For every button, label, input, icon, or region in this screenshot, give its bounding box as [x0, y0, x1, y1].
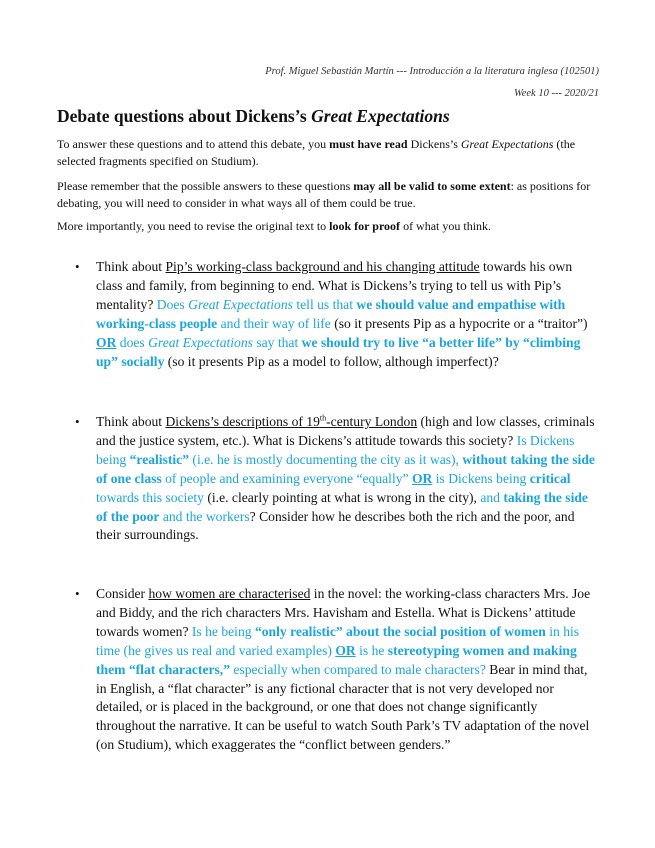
text-highlight-italic: Great Expectations	[148, 334, 253, 350]
text-highlight: in his time (he gives us real and varied examples)	[96, 623, 580, 658]
text-underlined: how women are characterised	[148, 586, 311, 601]
text-highlight: is Dickens being	[432, 470, 530, 486]
text-bold: look for proof	[329, 219, 401, 233]
or-marker: OR	[96, 334, 117, 350]
text-highlight: and their way of life	[217, 315, 331, 331]
text-bold: must have read	[329, 137, 408, 151]
text-highlight: is he	[355, 642, 388, 658]
text: More importantly, you need to revise the original text to	[57, 219, 330, 233]
bullet-icon: •	[75, 414, 80, 429]
text-highlight: and the workers	[159, 508, 250, 524]
question-list-2	[75, 413, 600, 545]
text-highlight: and	[480, 489, 504, 505]
bullet-icon: •	[75, 586, 80, 601]
text: (so it presents Pip as a hypocrite or a “traitor”)	[330, 315, 588, 331]
text-highlight: tell us that	[292, 296, 357, 312]
text: Bear in mind that, in English, a “flat character” is any fictional character that is not very developed nor detailed, or is placed in the background, or one that does not change significantly throughout the narrative. It can be useful to watch South Park’s TV adaptation of the novel (on Studium), which exaggerates the “conflict between genders.”	[96, 661, 590, 753]
text-highlight: (i.e. he is mostly documenting the city as it was),	[189, 451, 463, 467]
text: Dickens’s	[407, 137, 461, 151]
text-highlight-italic: Great Expectations	[188, 296, 293, 312]
text-underlined	[165, 414, 417, 429]
text: -century London	[326, 414, 418, 429]
text-italic: Great Expectations	[460, 137, 554, 151]
text-highlight-bold: taking the side of the poor	[96, 489, 588, 524]
text: ? Consider how he describes both the rich and the poor, and their surroundings.	[96, 508, 575, 543]
intro-paragraph-2	[57, 178, 602, 212]
text: (so it presents Pip as a model to follow, although imperfect)?	[164, 353, 499, 369]
text-highlight-bold: we should try to live “a better life” by “climbing up” socially	[96, 334, 581, 369]
text-highlight-bold: stereotyping women and making them “flat characters,”	[96, 642, 577, 677]
text-bold: may all be valid to some extent	[353, 179, 511, 193]
text-highlight-bold: “only realistic” about the social position of women	[254, 623, 546, 639]
text: Think about	[96, 259, 166, 274]
text: Consider	[96, 586, 149, 601]
title-main: Debate questions about Dickens’s	[57, 106, 312, 126]
or-marker: OR	[335, 642, 356, 658]
question-list-3	[75, 585, 600, 755]
intro-paragraph-3	[57, 218, 602, 235]
page-title	[57, 106, 450, 127]
text: in the novel: the working-class characters Mrs. Joe and Biddy, and the rich characters Mrs. Havisham and Estella. What is Dickens’ attitude towards women?	[96, 586, 591, 639]
text-highlight: does	[116, 334, 149, 350]
intro-paragraph-1	[57, 136, 602, 170]
question-item	[75, 585, 600, 755]
or-marker: OR	[411, 470, 433, 486]
text-highlight-bold: we should value and empathise with working-class people	[96, 296, 566, 331]
text-highlight-bold: critical	[529, 470, 571, 486]
text-highlight: say that	[252, 334, 302, 350]
question-item	[75, 258, 600, 371]
text-highlight: especially when compared to male characters?	[230, 661, 486, 677]
text: towards his own class and family, from beginning to end. What is Dickens’s trying to tell us with Pip’s mentality?	[96, 259, 573, 312]
question-list-1	[75, 258, 600, 371]
superscript: th	[319, 413, 327, 423]
text: : as positions for debating, you will need to consider in what ways all of them could be true.	[57, 179, 591, 210]
text: Dickens’s descriptions of 19	[165, 414, 320, 429]
text: (high and low classes, criminals and the justice system, etc.). What is Dickens’s attitude towards this society?	[96, 414, 595, 448]
title-italic: Great Expectations	[311, 106, 450, 126]
text: Please remember that the possible answers to these questions	[57, 179, 354, 193]
header-course: Prof. Miguel Sebastián Martín --- Introducción a la literatura inglesa (102501)	[265, 66, 599, 77]
text: To answer these questions and to attend this debate, you	[57, 137, 330, 151]
text-underlined: Pip’s working-class background and his changing attitude	[165, 259, 480, 274]
header-week: Week 10 --- 2020/21	[513, 88, 599, 99]
text-highlight: of people and examining everyone “equally”	[161, 470, 412, 486]
text: of what you think.	[400, 219, 492, 233]
text: (the selected fragments specified on Studium).	[57, 137, 576, 168]
question-item	[75, 413, 600, 545]
text-highlight: Does	[156, 296, 189, 312]
text-highlight: towards this society	[96, 489, 204, 505]
bullet-icon: •	[75, 259, 80, 274]
text-highlight-bold: without taking the side of one class	[96, 451, 595, 486]
text-highlight-bold: “realistic”	[129, 451, 190, 467]
text-highlight: Is he being	[191, 623, 255, 639]
text: (i.e. clearly pointing at what is wrong in the city),	[203, 489, 481, 505]
text-highlight: Is Dickens being	[96, 432, 575, 467]
text: Think about	[96, 414, 166, 429]
